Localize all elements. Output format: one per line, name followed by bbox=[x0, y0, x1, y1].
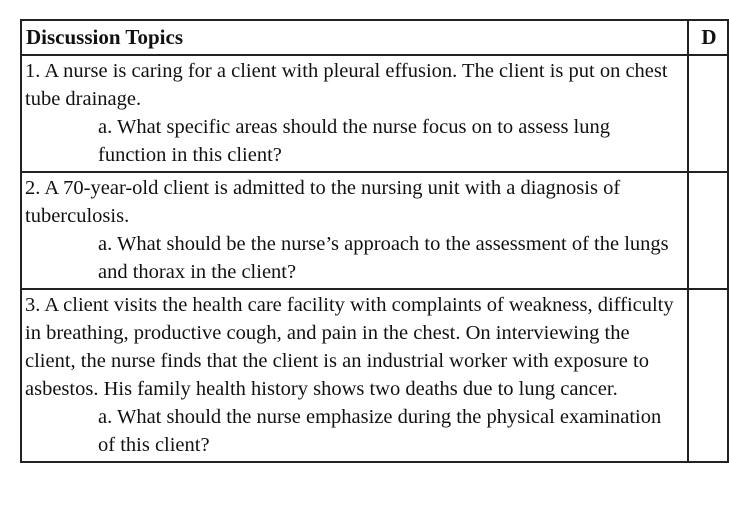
side-column-header: D bbox=[688, 20, 728, 55]
topic-question: a. What specific areas should the nurse focus on to assess lung function in this client? bbox=[98, 116, 610, 166]
topic-prompt: 3. A client visits the health care facility with complaints of weakness, difficulty in breathing, productive cough, and pain in the chest. On interviewing the client, the nurse finds that the client is an industrial worker with exposure to asbestos. His family health history shows two deaths due to lung cancer. bbox=[25, 294, 674, 400]
table-row bbox=[21, 289, 728, 462]
topic-prompt: 2. A 70-year-old client is admitted to the nursing unit with a diagnosis of tuberculosis. bbox=[25, 177, 621, 227]
topic-cell-3 bbox=[21, 289, 688, 462]
side-cell bbox=[688, 172, 728, 289]
table-row bbox=[21, 172, 728, 289]
discussion-topics-table bbox=[20, 19, 729, 463]
discussion-topics-header: Discussion Topics bbox=[21, 20, 688, 55]
topic-prompt: 1. A nurse is caring for a client with pleural effusion. The client is put on chest tube drainage. bbox=[25, 60, 668, 110]
side-cell bbox=[688, 289, 728, 462]
topic-question: a. What should be the nurse’s approach to the assessment of the lungs and thorax in the client? bbox=[98, 233, 669, 283]
topic-cell-1 bbox=[21, 55, 688, 172]
table-row bbox=[21, 55, 728, 172]
side-cell bbox=[688, 55, 728, 172]
topic-question: a. What should the nurse emphasize during the physical examination of this client? bbox=[98, 406, 662, 456]
topic-cell-2 bbox=[21, 172, 688, 289]
table-header-row bbox=[21, 20, 728, 55]
